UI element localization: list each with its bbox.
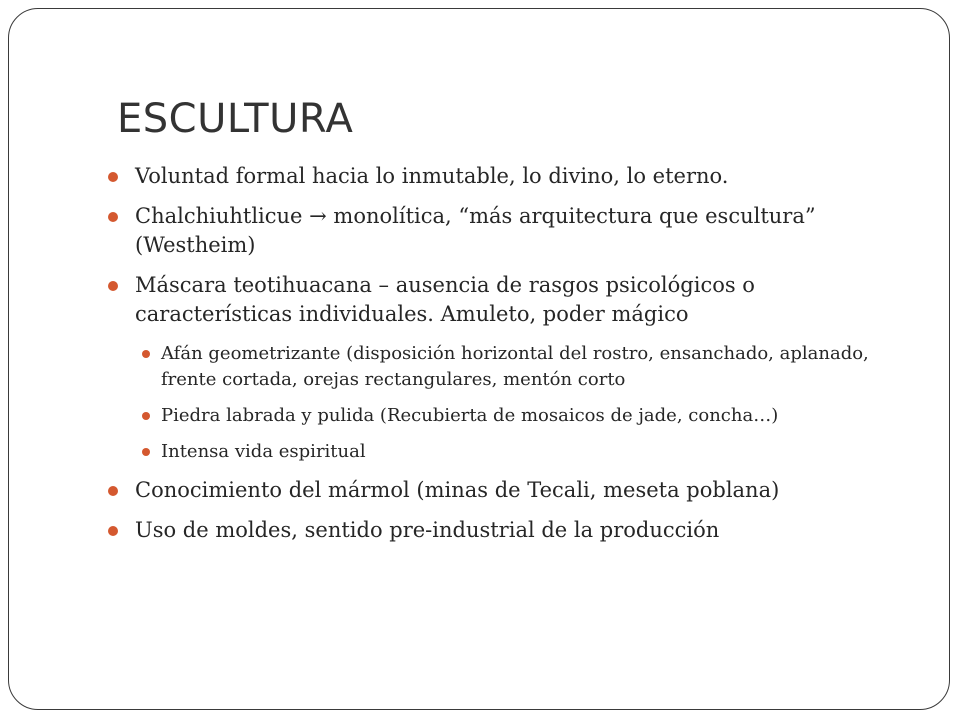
sub-bullet-text: Intensa vida espiritual <box>161 441 366 462</box>
bullet-dot-icon <box>108 212 118 222</box>
bullet-dot-icon <box>108 281 118 291</box>
bullet-item <box>108 162 898 191</box>
bullet-item <box>108 271 898 465</box>
sub-bullet-list <box>135 341 898 465</box>
bullet-text: Chalchiuhtlicue → monolítica, “más arquitectura que escultura” (Westheim) <box>135 204 816 257</box>
sub-bullet-item <box>135 439 898 465</box>
bullet-list <box>108 162 898 545</box>
sub-bullet-item <box>135 403 898 429</box>
bullet-item <box>108 476 898 505</box>
sub-bullet-item <box>135 341 898 393</box>
bullet-dot-icon <box>108 486 118 496</box>
sub-bullet-dot-icon <box>142 412 150 420</box>
bullet-item <box>108 202 898 260</box>
sub-bullet-text: Piedra labrada y pulida (Recubierta de mosaicos de jade, concha…) <box>161 405 779 426</box>
bullet-text: Uso de moldes, sentido pre-industrial de la producción <box>135 518 720 542</box>
bullet-item <box>108 516 898 545</box>
slide-content <box>108 162 898 556</box>
sub-bullet-text: Afán geometrizante (disposición horizontal del rostro, ensanchado, aplanado, frente cortada, orejas rectangulares, mentón corto <box>161 343 869 390</box>
bullet-text: Máscara teotihuacana – ausencia de rasgos psicológicos o características individuales. Amuleto, poder mágico <box>135 273 755 326</box>
slide-title: ESCULTURA <box>117 96 354 142</box>
bullet-text: Voluntad formal hacia lo inmutable, lo divino, lo eterno. <box>135 164 729 188</box>
sub-bullet-dot-icon <box>142 350 150 358</box>
bullet-text: Conocimiento del mármol (minas de Tecali, meseta poblana) <box>135 478 780 502</box>
bullet-dot-icon <box>108 172 118 182</box>
bullet-dot-icon <box>108 526 118 536</box>
sub-bullet-dot-icon <box>142 448 150 456</box>
